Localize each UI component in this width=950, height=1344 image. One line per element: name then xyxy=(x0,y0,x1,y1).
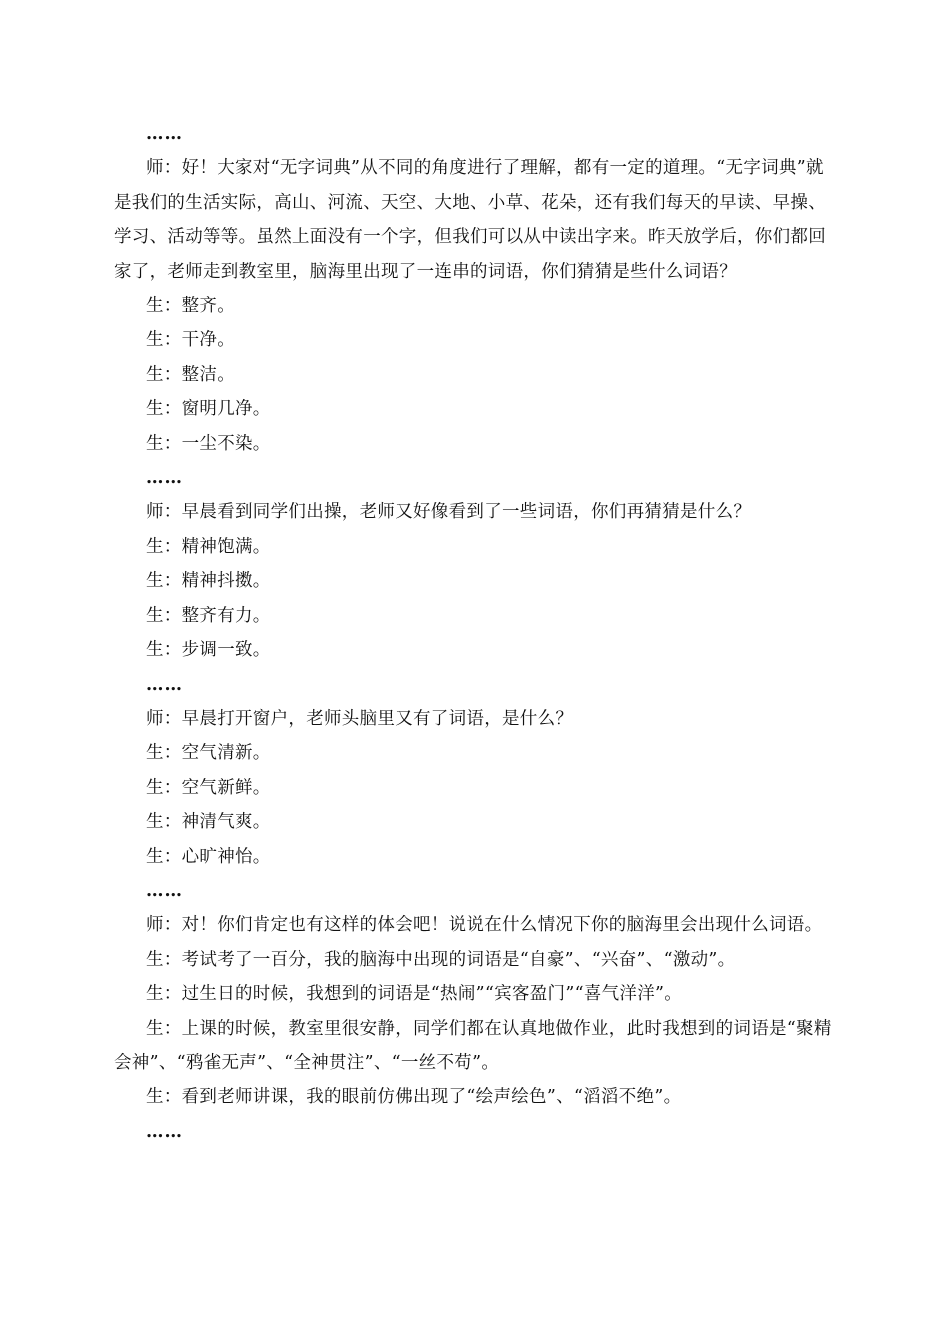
student-line: 生：一尘不染。 xyxy=(146,433,271,454)
student-line: 生：窗明几净。 xyxy=(146,399,271,420)
ellipsis-line: …… xyxy=(146,674,183,695)
student-line: 生：看到老师讲课，我的眼前仿佛出现了“绘声绘色”、“滔滔不绝”。 xyxy=(146,1087,682,1108)
student-line: 生：心旷神怡。 xyxy=(146,846,271,867)
student-line: 生：神清气爽。 xyxy=(146,812,271,833)
ellipsis-line: …… xyxy=(146,1121,183,1142)
student-line: 生：考试考了一百分，我的脑海中出现的词语是“自豪”、“兴奋”、“激动”。 xyxy=(146,949,736,970)
student-line: 生：步调一致。 xyxy=(146,640,271,661)
teacher-line: 师：早晨打开窗户，老师头脑里又有了词语，是什么？ xyxy=(146,708,574,729)
student-line: 生：过生日的时候，我想到的词语是“热闹”“宾客盈门”“喜气洋洋”。 xyxy=(146,984,683,1005)
teacher-line: 师：对！你们肯定也有这样的体会吧！说说在什么情况下你的脑海里会出现什么词语。 xyxy=(146,915,823,936)
student-line: 生：整洁。 xyxy=(146,364,235,385)
student-line: 生：整齐有力。 xyxy=(146,605,271,626)
student-line: 生：上课的时候，教室里很安静，同学们都在认真地做作业，此时我想到的词语是“聚精会神”、“鸦雀无声”、“全神贯注”、“一丝不苟”。 xyxy=(114,1018,832,1073)
ellipsis-line: …… xyxy=(146,124,183,144)
teacher-line: 师：好！大家对“无字词典”从不同的角度进行了理解，都有一定的道理。“无字词典”就是我们的生活实际，高山、河流、天空、大地、小草、花朵，还有我们每天的早读、早操、学习、活动等等。虽然上面没有一个字，但我们可以从中读出字来。昨天放学后，你们都回家了，老师走到教室里，脑海里出现了一连串的词语，你们猜猜是些什么词语？ xyxy=(114,158,826,282)
student-line: 生：空气新鲜。 xyxy=(146,777,271,798)
student-line: 生：精神饱满。 xyxy=(146,536,271,557)
student-line: 生：干净。 xyxy=(146,330,235,351)
teacher-line: 师：早晨看到同学们出操，老师又好像看到了一些词语，你们再猜猜是什么？ xyxy=(146,502,752,523)
student-line: 生：空气清新。 xyxy=(146,743,271,764)
student-line: 生：整齐。 xyxy=(146,296,235,317)
ellipsis-line: …… xyxy=(146,468,183,489)
student-line: 生：精神抖擞。 xyxy=(146,571,271,592)
ellipsis-line: …… xyxy=(146,880,183,901)
